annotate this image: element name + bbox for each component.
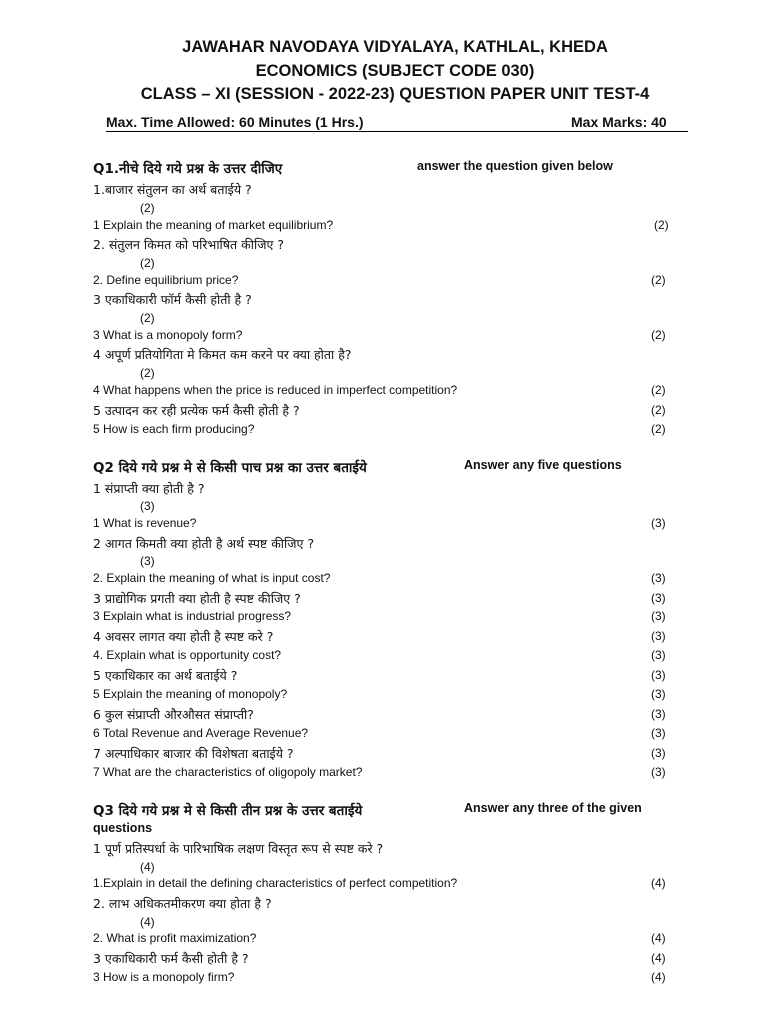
school-name: JAWAHAR NAVODAYA VIDYALAYA, KATHLAL, KHEDA — [182, 38, 608, 56]
q3-heading-english: Answer any three of the given — [464, 801, 642, 815]
q2-item-3-english: 3 Explain what is industrial progress? — [93, 609, 292, 623]
q1-item-2-hindi: 2. संतुलन किमत को परिभाषित कीजिए ? — [93, 237, 284, 252]
q2-item-1-hindi: 1 संप्राप्ती क्या होती है ? — [93, 481, 205, 496]
q2-item-5-hindi: 5 एकाधिकार का अर्थ बताईये ? — [93, 668, 238, 683]
q2-item-6-english: 6 Total Revenue and Average Revenue? — [93, 726, 309, 740]
q1-item-3-hindi-marks: (2) — [140, 311, 155, 325]
q2-item-5-english: 5 Explain the meaning of monopoly? — [93, 687, 288, 701]
q2-item-4-hindi: 4 अवसर लागत क्या होती है स्पष्ट करे ? — [93, 629, 274, 644]
exam-title: CLASS – XI (SESSION - 2022-23) QUESTION PAPER UNIT TEST-4 — [140, 85, 650, 103]
q1-item-2-english-marks: (2) — [651, 273, 666, 287]
q2-item-5-english-marks: (3) — [651, 687, 666, 701]
q2-heading-hindi: Q2 दिये गये प्रश्न मे से किसी पाच प्रश्न का उत्तर बताईये — [93, 460, 367, 476]
q3-item-2-hindi-marks: (4) — [140, 915, 155, 929]
q1-item-3-hindi: 3 एकाधिकारी फॉर्म कैसी होती है ? — [93, 292, 252, 307]
q2-item-7-english: 7 What are the characteristics of oligopoly market? — [93, 765, 363, 779]
q3-item-1-hindi-marks: (4) — [140, 860, 155, 874]
header-divider — [106, 131, 688, 132]
q2-item-7-hindi-marks: (3) — [651, 746, 666, 760]
q2-item-6-hindi-marks: (3) — [651, 707, 666, 721]
q1-item-1-hindi: 1.बाजार संतुलन का अर्थ बताईये ? — [93, 182, 252, 197]
q1-item-3-english: 3 What is a monopoly form? — [93, 328, 243, 342]
q1-item-2-hindi-marks: (2) — [140, 256, 155, 270]
q2-item-6-hindi: 6 कुल संप्राप्ती औरऔसत संप्राप्ती? — [93, 707, 254, 722]
q1-item-4-hindi-marks: (2) — [140, 366, 155, 380]
q1-item-4-english-marks: (2) — [651, 383, 666, 397]
q1-item-5-english-marks: (2) — [651, 422, 666, 436]
q2-item-2-english-marks: (3) — [651, 571, 666, 585]
subject-title: ECONOMICS (SUBJECT CODE 030) — [255, 62, 535, 80]
q3-item-3-hindi: 3 एकाधिकारी फर्म कैसी होती है ? — [93, 951, 249, 966]
q2-item-3-hindi: 3 प्राद्योगिक प्रगती क्या होती है स्पष्ट कीजिए ? — [93, 591, 301, 606]
q2-item-2-english: 2. Explain the meaning of what is input cost? — [93, 571, 331, 585]
q3-item-3-english-marks: (4) — [651, 970, 666, 984]
q1-item-1-english-marks: (2) — [654, 218, 669, 232]
q2-heading-english: Answer any five questions — [464, 458, 622, 472]
q3-item-2-english: 2. What is profit maximization? — [93, 931, 257, 945]
q3-item-2-hindi: 2. लाभ अधिकतमीकरण क्या होता है ? — [93, 896, 272, 911]
q2-item-2-hindi-marks: (3) — [140, 554, 155, 568]
q2-item-1-english-marks: (3) — [651, 516, 666, 530]
q3-item-2-english-marks: (4) — [651, 931, 666, 945]
max-marks: Max Marks: 40 — [571, 114, 667, 130]
q2-item-7-hindi: 7 अल्पाधिकार बाजार की विशेषता बताईये ? — [93, 746, 294, 761]
q1-item-4-hindi: 4 अपूर्ण प्रतियोगिता मे किमत कम करने पर क्या होता है? — [93, 347, 352, 362]
q1-heading-hindi: Q1.नीचे दिये गये प्रश्न के उत्तर दीजिए — [93, 161, 283, 177]
q2-item-3-hindi-marks: (3) — [651, 591, 666, 605]
q3-item-3-english: 3 How is a monopoly firm? — [93, 970, 235, 984]
q3-item-1-english: 1.Explain in detail the defining characteristics of perfect competition? — [93, 876, 458, 890]
q3-heading-hindi: Q3 दिये गये प्रश्न मे से किसी तीन प्रश्न के उत्तर बताईये — [93, 803, 363, 819]
q2-item-4-hindi-marks: (3) — [651, 629, 666, 643]
q3-item-1-hindi: 1 पूर्ण प्रतिस्पर्धा के पारिभाषिक लक्षण विस्तृत रूप से स्पष्ट करे ? — [93, 841, 384, 856]
q2-item-4-english-marks: (3) — [651, 648, 666, 662]
q3-item-1-english-marks: (4) — [651, 876, 666, 890]
q2-item-5-hindi-marks: (3) — [651, 668, 666, 682]
q1-heading-english: answer the question given below — [417, 159, 613, 173]
q1-item-2-english: 2. Define equilibrium price? — [93, 273, 239, 287]
q3-heading-english-cont: questions — [93, 821, 153, 835]
q2-item-2-hindi: 2 आगत किमती क्या होती है अर्थ स्पष्ट कीजिए ? — [93, 536, 315, 551]
q1-item-5-hindi-marks: (2) — [651, 403, 666, 417]
time-allowed: Max. Time Allowed: 60 Minutes (1 Hrs.) — [106, 114, 364, 130]
q1-item-1-english: 1 Explain the meaning of market equilibrium? — [93, 218, 334, 232]
q1-item-5-english: 5 How is each firm producing? — [93, 422, 255, 436]
q2-item-3-english-marks: (3) — [651, 609, 666, 623]
q1-item-5-hindi: 5 उत्पादन कर रही प्रत्येक फर्म कैसी होती है ? — [93, 403, 300, 418]
q2-item-1-hindi-marks: (3) — [140, 499, 155, 513]
q2-item-4-english: 4. Explain what is opportunity cost? — [93, 648, 282, 662]
q1-item-1-hindi-marks: (2) — [140, 201, 155, 215]
q3-item-3-hindi-marks: (4) — [651, 951, 666, 965]
q2-item-7-english-marks: (3) — [651, 765, 666, 779]
q2-item-1-english: 1 What is revenue? — [93, 516, 197, 530]
q1-item-4-english: 4 What happens when the price is reduced in imperfect competition? — [93, 383, 458, 397]
q2-item-6-english-marks: (3) — [651, 726, 666, 740]
q1-item-3-english-marks: (2) — [651, 328, 666, 342]
